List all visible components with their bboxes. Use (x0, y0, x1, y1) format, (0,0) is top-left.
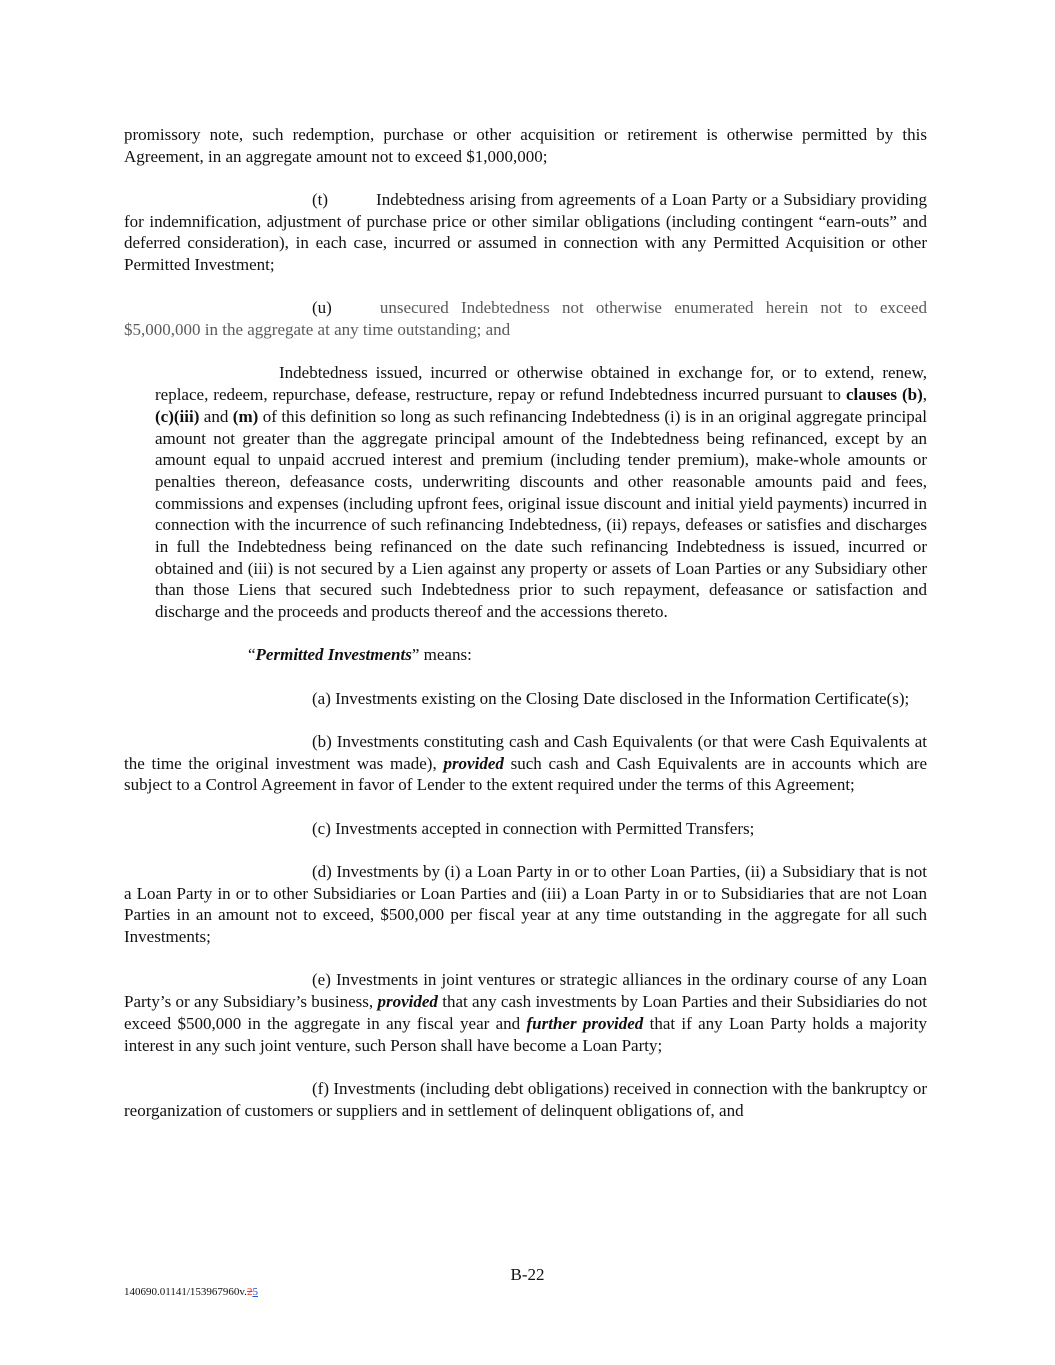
document-body (124, 124, 927, 1121)
investment-e-text-3: that if any Loan Party holds a majority interest in any such joint venture, such Person shall have become a Loan Party; (124, 1013, 928, 1055)
document-id-prefix: 140690.01141/153967960v. (124, 1286, 247, 1298)
clause-t-text: Indebtedness arising from agreements of a Loan Party or a Subsidiary providing for indemnification, adjustment of purchase price or other similar obligations (including contingent “earn-outs” and deferred consideration), in each case, incurred or assumed in connection with any Permitted Acquisition or other Permitted Investment; (124, 190, 927, 275)
clause-s-continuation: promissory note, such redemption, purchase or other acquisition or retirement is otherwise permitted by this Agreement, in an aggregate amount not to exceed $1,000,000; (124, 125, 927, 166)
ref-clause-c-iii: (c)(iii) (155, 406, 200, 426)
page-number: B-22 (510, 1265, 545, 1284)
ref-clause-m: (m) (232, 406, 259, 426)
clause-u (124, 297, 927, 340)
investment-c: (c) Investments accepted in connection with Permitted Transfers; (312, 818, 755, 838)
version-inserted: 5 (252, 1286, 258, 1298)
version-deleted: 2 (246, 1286, 253, 1298)
provided-term: provided (377, 992, 438, 1012)
refinancing-sep-1: , (922, 385, 927, 405)
provided-term: provided (443, 753, 504, 773)
investment-a: (a) Investments existing on the Closing Date disclosed in the Information Certificate(s); (312, 688, 910, 708)
refinancing-text-1: Indebtedness issued, incurred or otherwise obtained in exchange for, or to extend, renew, replace, redeem, repurchase, defease, restructure, repay or refund Indebtedness incurred pursuant to (155, 363, 927, 405)
investment-e-text-2: that any cash investments by Loan Parties and their Subsidiaries do not exceed $500,000 in the aggregate in any fiscal year and (124, 992, 928, 1033)
ref-clause-b: clauses (b) (845, 385, 923, 405)
investment-e-text-1: (e) Investments in joint ventures or strategic alliances in the ordinary course of any Loan Party’s or any Subsidiary’s business, (124, 970, 927, 1012)
clause-refinancing (155, 362, 927, 622)
refinancing-text-2: of this definition so long as such refinancing Indebtedness (i) is in an original aggregate principal amount not greater than the aggregate principal amount of the Indebtedness being refinanced, except by an amount equal to unpaid accrued interest and premium (including tender premium), make-whole amounts or penalties thereon, defeasance costs, underwriting discounts and other reasonable amounts paid and fees, commissions and expenses (including upfront fees, original issue discount and initial yield payments) incurred in connection with the incurrence of such refinancing Indebtedness, (ii) repays, defeases or satisfies and discharges in full the Indebtedness being refinanced on the date such refinancing Indebtedness is issued, incurred or obtained and (iii) is not secured by a Lien against any property or assets of Loan Parties or any Subsidiary other than those Liens that secured such Indebtedness prior to such repayment, defeasance or satisfaction and discharge and the proceeds and products thereof and the accessions thereto. (155, 406, 928, 622)
means-text: ” means: (411, 645, 472, 665)
investment-b (124, 731, 927, 796)
further-provided-term: further provided (526, 1013, 644, 1033)
clause-u-label: (u) (312, 298, 332, 318)
clause-t-label: (t) (312, 190, 329, 209)
investment-b-text-2: such cash and Cash Equivalents are in accounts which are subject to a Control Agreement in favor of Lender to the extent required under the terms of this Agreement; (124, 753, 928, 795)
clause-t (124, 189, 927, 276)
document-id (124, 1286, 258, 1298)
quote-open: “ (248, 645, 256, 665)
investment-d: (d) Investments by (i) a Loan Party in or to other Loan Parties, (ii) a Subsidiary that is not a Loan Party in or to other Subsidiaries or Loan Parties and (iii) a Loan Party in or to Subsidiaries that are not Loan Parties in an amount not to exceed, $500,000 per fiscal year at any time outstanding in the aggregate for all such Investments; (124, 862, 927, 947)
investment-e (124, 969, 927, 1056)
permitted-investments-heading (124, 644, 927, 666)
clause-u-text: unsecured Indebtedness not otherwise enumerated herein not to exceed $5,000,000 in the aggregate at any time outstanding; and (124, 298, 927, 340)
refinancing-sep-2: and (199, 406, 233, 426)
investment-b-text-1: (b) Investments constituting cash and Cash Equivalents (or that were Cash Equivalents at the time the original investment was made), (124, 732, 927, 773)
investment-f: (f) Investments (including debt obligations) received in connection with the bankruptcy or reorganization of customers or suppliers and in settlement of delinquent obligations of, and (124, 1078, 927, 1120)
defined-term: Permitted Investments (255, 645, 412, 665)
